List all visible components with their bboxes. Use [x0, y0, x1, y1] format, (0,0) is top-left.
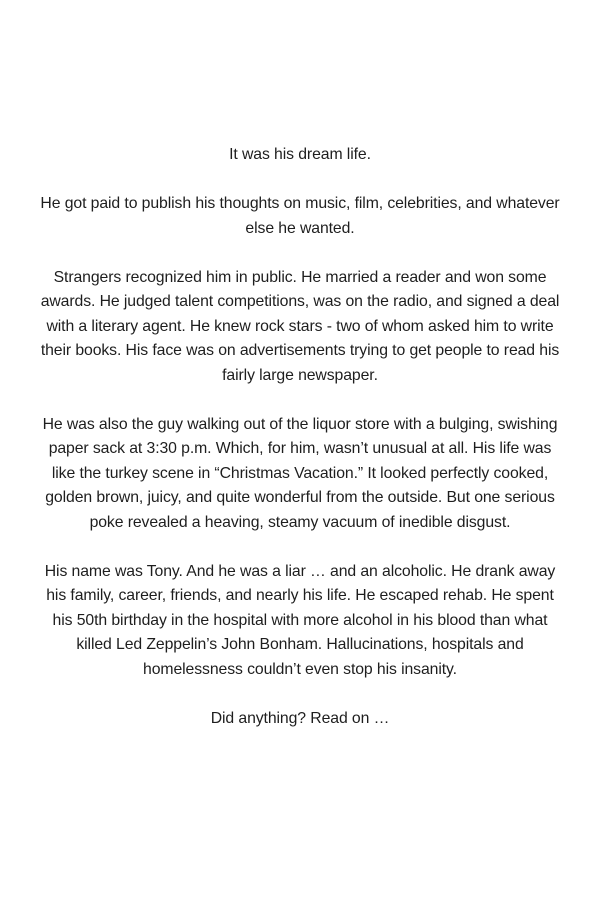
paragraph-closing: Did anything? Read on …	[210, 709, 390, 727]
page-body	[40, 143, 560, 756]
paragraph-opening: It was his dream life.	[229, 146, 371, 163]
paragraph-tony: His name was Tony. And he was a liar … and an alcoholic. He drank away his family, career, friends, and nearly his life. He escaped rehab. He spent his 50th birthday in the hospital with more alcohol in his blood than what killed Led Zeppelin’s John Bonham. Hallucinations, hospitals and homelessness couldn’t even stop his insanity.	[44, 562, 556, 678]
paragraph-fame: Strangers recognized him in public. He married a reader and won some awards. He judged talent competitions, was on the radio, and signed a deal with a literary agent. He knew rock stars - two of whom asked him to write their books. His face was on advertisements trying to get people to read his fairly large newspaper.	[40, 268, 560, 384]
paragraph-liquor: He was also the guy walking out of the liquor store with a bulging, swishing paper sack at 3:30 p.m. Which, for him, wasn’t unusual at all. His life was like the turkey scene in “Christmas Vacation.” It looked perfectly cooked, golden brown, juicy, and quite wonderful from the outside. But one serious poke revealed a heaving, steamy vacuum of inedible disgust.	[42, 415, 558, 531]
paragraph-job: He got paid to publish his thoughts on music, film, celebrities, and whatever else he wanted.	[40, 195, 560, 237]
